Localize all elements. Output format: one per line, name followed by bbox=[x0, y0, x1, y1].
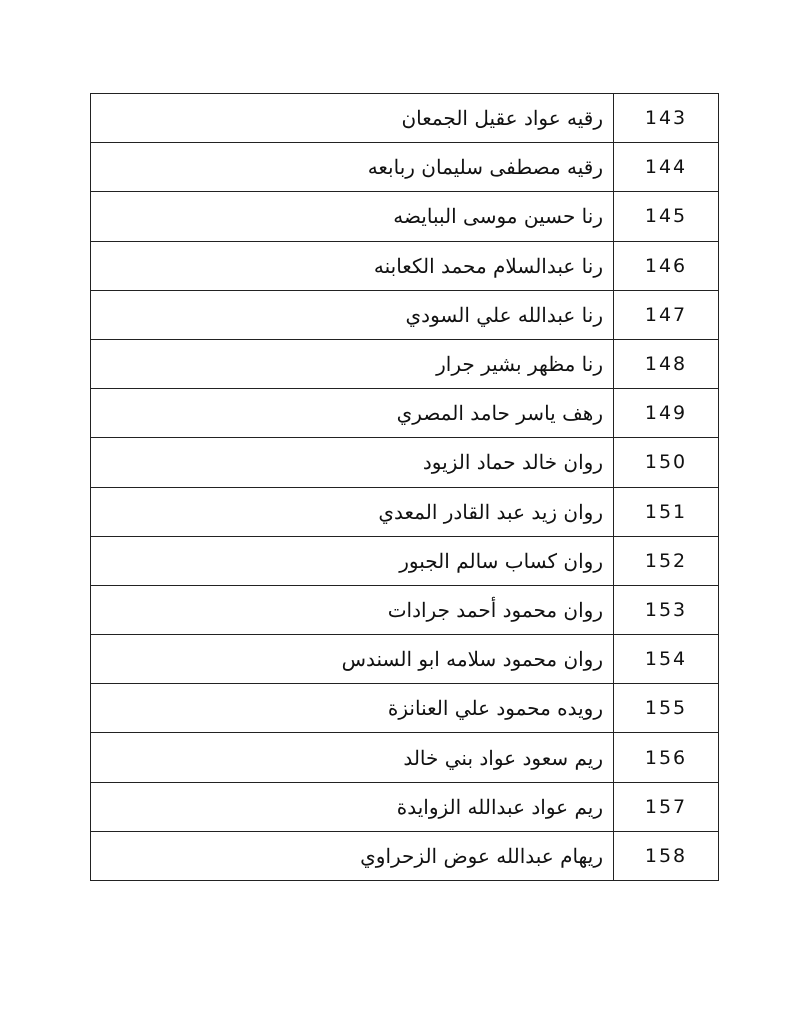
student-name: رنا حسين موسى الببايضه bbox=[91, 192, 614, 241]
student-name: رويده محمود علي العنانزة bbox=[91, 684, 614, 733]
row-number: 156 bbox=[614, 733, 719, 782]
student-name: رنا عبدالله علي السودي bbox=[91, 290, 614, 339]
row-number: 158 bbox=[614, 831, 719, 880]
table-row bbox=[91, 241, 719, 290]
row-number: 151 bbox=[614, 487, 719, 536]
table-row bbox=[91, 290, 719, 339]
table-row bbox=[91, 389, 719, 438]
names-table bbox=[90, 93, 719, 881]
row-number: 154 bbox=[614, 635, 719, 684]
table-row bbox=[91, 536, 719, 585]
row-number: 157 bbox=[614, 782, 719, 831]
table-row bbox=[91, 585, 719, 634]
names-table-body bbox=[91, 94, 719, 881]
table-row bbox=[91, 635, 719, 684]
row-number: 152 bbox=[614, 536, 719, 585]
row-number: 143 bbox=[614, 94, 719, 143]
row-number: 147 bbox=[614, 290, 719, 339]
table-row bbox=[91, 94, 719, 143]
student-name: رنا مظهر بشير جرار bbox=[91, 339, 614, 388]
row-number: 150 bbox=[614, 438, 719, 487]
table-row bbox=[91, 339, 719, 388]
student-name: روان محمود سلامه ابو السندس bbox=[91, 635, 614, 684]
student-name: رهف ياسر حامد المصري bbox=[91, 389, 614, 438]
student-name: روان محمود أحمد جرادات bbox=[91, 585, 614, 634]
student-name: رقيه مصطفى سليمان ربابعه bbox=[91, 143, 614, 192]
student-name: رقيه عواد عقيل الجمعان bbox=[91, 94, 614, 143]
table-row bbox=[91, 782, 719, 831]
table-row bbox=[91, 684, 719, 733]
student-name: روان كساب سالم الجبور bbox=[91, 536, 614, 585]
student-name: روان خالد حماد الزيود bbox=[91, 438, 614, 487]
student-name: ريهام عبدالله عوض الزحراوي bbox=[91, 831, 614, 880]
table-row bbox=[91, 143, 719, 192]
student-name: روان زيد عبد القادر المعدي bbox=[91, 487, 614, 536]
row-number: 145 bbox=[614, 192, 719, 241]
row-number: 155 bbox=[614, 684, 719, 733]
row-number: 149 bbox=[614, 389, 719, 438]
row-number: 153 bbox=[614, 585, 719, 634]
table-row bbox=[91, 192, 719, 241]
student-name: ريم عواد عبدالله الزوايدة bbox=[91, 782, 614, 831]
student-name: ريم سعود عواد بني خالد bbox=[91, 733, 614, 782]
student-name: رنا عبدالسلام محمد الكعابنه bbox=[91, 241, 614, 290]
row-number: 148 bbox=[614, 339, 719, 388]
table-row bbox=[91, 438, 719, 487]
row-number: 146 bbox=[614, 241, 719, 290]
table-row bbox=[91, 487, 719, 536]
table-row bbox=[91, 831, 719, 880]
row-number: 144 bbox=[614, 143, 719, 192]
table-row bbox=[91, 733, 719, 782]
